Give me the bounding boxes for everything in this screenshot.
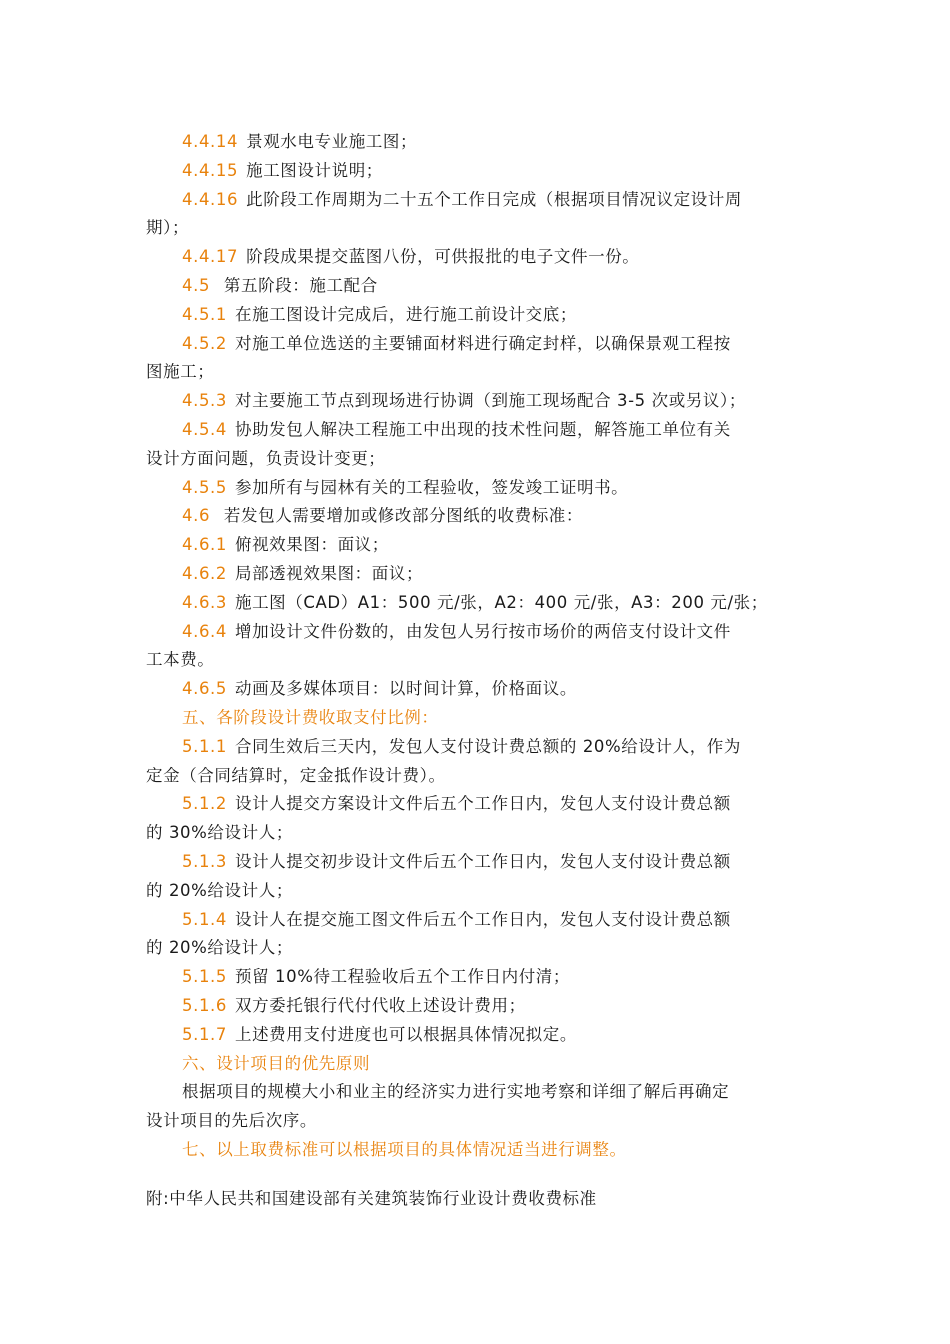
clause-number: 4.6	[182, 506, 211, 526]
clause-line	[146, 848, 806, 877]
clause-line	[146, 560, 806, 589]
paragraph-line: 根据项目的规模大小和业主的经济实力进行实地考察和详细了解后再确定	[182, 1082, 730, 1102]
clause-line	[146, 387, 806, 416]
clause-line	[146, 992, 806, 1021]
clause-line	[146, 733, 806, 762]
clause-text: 设计人在提交施工图文件后五个工作日内，发包人支付设计费总额	[234, 909, 731, 929]
clause-text: 对主要施工节点到现场进行协调（到施工现场配合 3-5 次或另议）；	[234, 391, 746, 411]
clause-number: 5.1.4	[182, 909, 227, 929]
clause-number: 5.1.3	[182, 851, 227, 871]
clause-text: 双方委托银行代付代收上述设计费用；	[234, 995, 526, 1015]
clause-number: 5.1.7	[182, 1024, 227, 1044]
clause-line	[146, 186, 806, 215]
clause-continuation: 的 20%给设计人；	[146, 880, 293, 900]
clause-number: 4.6.5	[182, 679, 227, 699]
clause-line	[146, 589, 806, 618]
clause-continuation: 定金（合同结算时，定金抵作设计费）。	[146, 765, 446, 785]
clause-continuation: 的 20%给设计人；	[146, 938, 293, 958]
clause-text: 施工图（CAD）A1：500 元/张，A2：400 元/张，A3：200 元/张；	[234, 592, 768, 612]
clause-text: 局部透视效果图：面议；	[234, 563, 424, 583]
clause-text: 协助发包人解决工程施工中出现的技术性问题，解答施工单位有关	[234, 419, 731, 439]
clause-line	[146, 301, 806, 330]
clause-number: 4.5.5	[182, 477, 227, 497]
clause-continuation: 期）；	[146, 218, 190, 238]
clause-text: 阶段成果提交蓝图八份，可供报批的电子文件一份。	[246, 247, 640, 267]
clause-line	[146, 963, 806, 992]
footer-note: 附:中华人民共和国建设部有关建筑装饰行业设计费收费标准	[146, 1189, 597, 1208]
clause-text: 此阶段工作周期为二十五个工作日完成（根据项目情况议定设计周	[246, 189, 742, 209]
clause-text: 预留 10%待工程验收后五个工作日内付清；	[234, 967, 571, 987]
clause-number: 4.5	[182, 275, 211, 295]
clause-number: 4.4.14	[182, 132, 239, 151]
clause-line	[146, 502, 806, 531]
clause-text: 俯视效果图：面议；	[234, 535, 389, 555]
clause-line	[146, 416, 806, 445]
paragraph-continuation: 设计项目的先后次序。	[146, 1111, 317, 1131]
clause-text: 景观水电专业施工图；	[246, 132, 418, 151]
clause-line	[146, 531, 806, 560]
clause-number: 4.5.3	[182, 391, 227, 411]
clause-number: 4.6.3	[182, 592, 227, 612]
clause-number: 4.4.15	[182, 160, 239, 180]
clause-line	[146, 675, 806, 704]
clause-number: 4.5.4	[182, 419, 227, 439]
clause-text: 若发包人需要增加或修改部分图纸的收费标准：	[218, 506, 583, 526]
clause-line	[146, 790, 806, 819]
clause-continuation: 图施工；	[146, 362, 215, 382]
clause-continuation: 的 30%给设计人；	[146, 823, 293, 843]
clause-number: 5.1.2	[182, 794, 227, 814]
clause-text: 设计人提交方案设计文件后五个工作日内，发包人支付设计费总额	[234, 794, 731, 814]
clause-text: 在施工图设计完成后，进行施工前设计交底；	[234, 304, 577, 324]
clause-text: 上述费用支付进度也可以根据具体情况拟定。	[234, 1024, 577, 1044]
clause-number: 5.1.6	[182, 995, 227, 1015]
clause-number: 4.5.1	[182, 304, 227, 324]
clause-text: 增加设计文件份数的，由发包人另行按市场价的两倍支付设计文件	[234, 621, 731, 641]
clause-line	[146, 1021, 806, 1050]
clause-number: 4.4.16	[182, 189, 239, 209]
clause-number: 5.1.5	[182, 967, 227, 987]
clause-number: 4.6.4	[182, 621, 227, 641]
clause-number: 5.1.1	[182, 736, 227, 756]
clause-text: 对施工单位选送的主要铺面材料进行确定封样，以确保景观工程按	[234, 333, 731, 353]
clause-number: 4.6.2	[182, 563, 227, 583]
clause-text: 设计人提交初步设计文件后五个工作日内，发包人支付设计费总额	[234, 851, 731, 871]
document-body	[146, 128, 806, 1165]
clause-text: 第五阶段：施工配合	[218, 275, 378, 295]
clause-line	[146, 618, 806, 647]
clause-text: 合同生效后三天内，发包人支付设计费总额的 20%给设计人，作为	[234, 736, 742, 756]
clause-line	[146, 474, 806, 503]
clause-text: 施工图设计说明；	[246, 160, 383, 180]
section-heading: 七、以上取费标准可以根据项目的具体情况适当进行调整。	[182, 1139, 627, 1159]
section-heading: 六、设计项目的优先原则	[182, 1053, 371, 1073]
clause-line	[146, 330, 806, 359]
clause-number: 4.5.2	[182, 333, 227, 353]
clause-line	[146, 243, 806, 272]
clause-number: 4.4.17	[182, 247, 239, 267]
clause-continuation: 设计方面问题，负责设计变更；	[146, 448, 386, 468]
clause-line	[146, 272, 806, 301]
clause-number: 4.6.1	[182, 535, 227, 555]
clause-line	[146, 157, 806, 186]
clause-text: 动画及多媒体项目：以时间计算，价格面议。	[234, 679, 577, 699]
clause-line	[146, 906, 806, 935]
clause-line	[146, 128, 806, 157]
section-heading: 五、各阶段设计费收取支付比例：	[182, 707, 439, 727]
clause-text: 参加所有与园林有关的工程验收，签发竣工证明书。	[234, 477, 629, 497]
clause-continuation: 工本费。	[146, 650, 215, 670]
